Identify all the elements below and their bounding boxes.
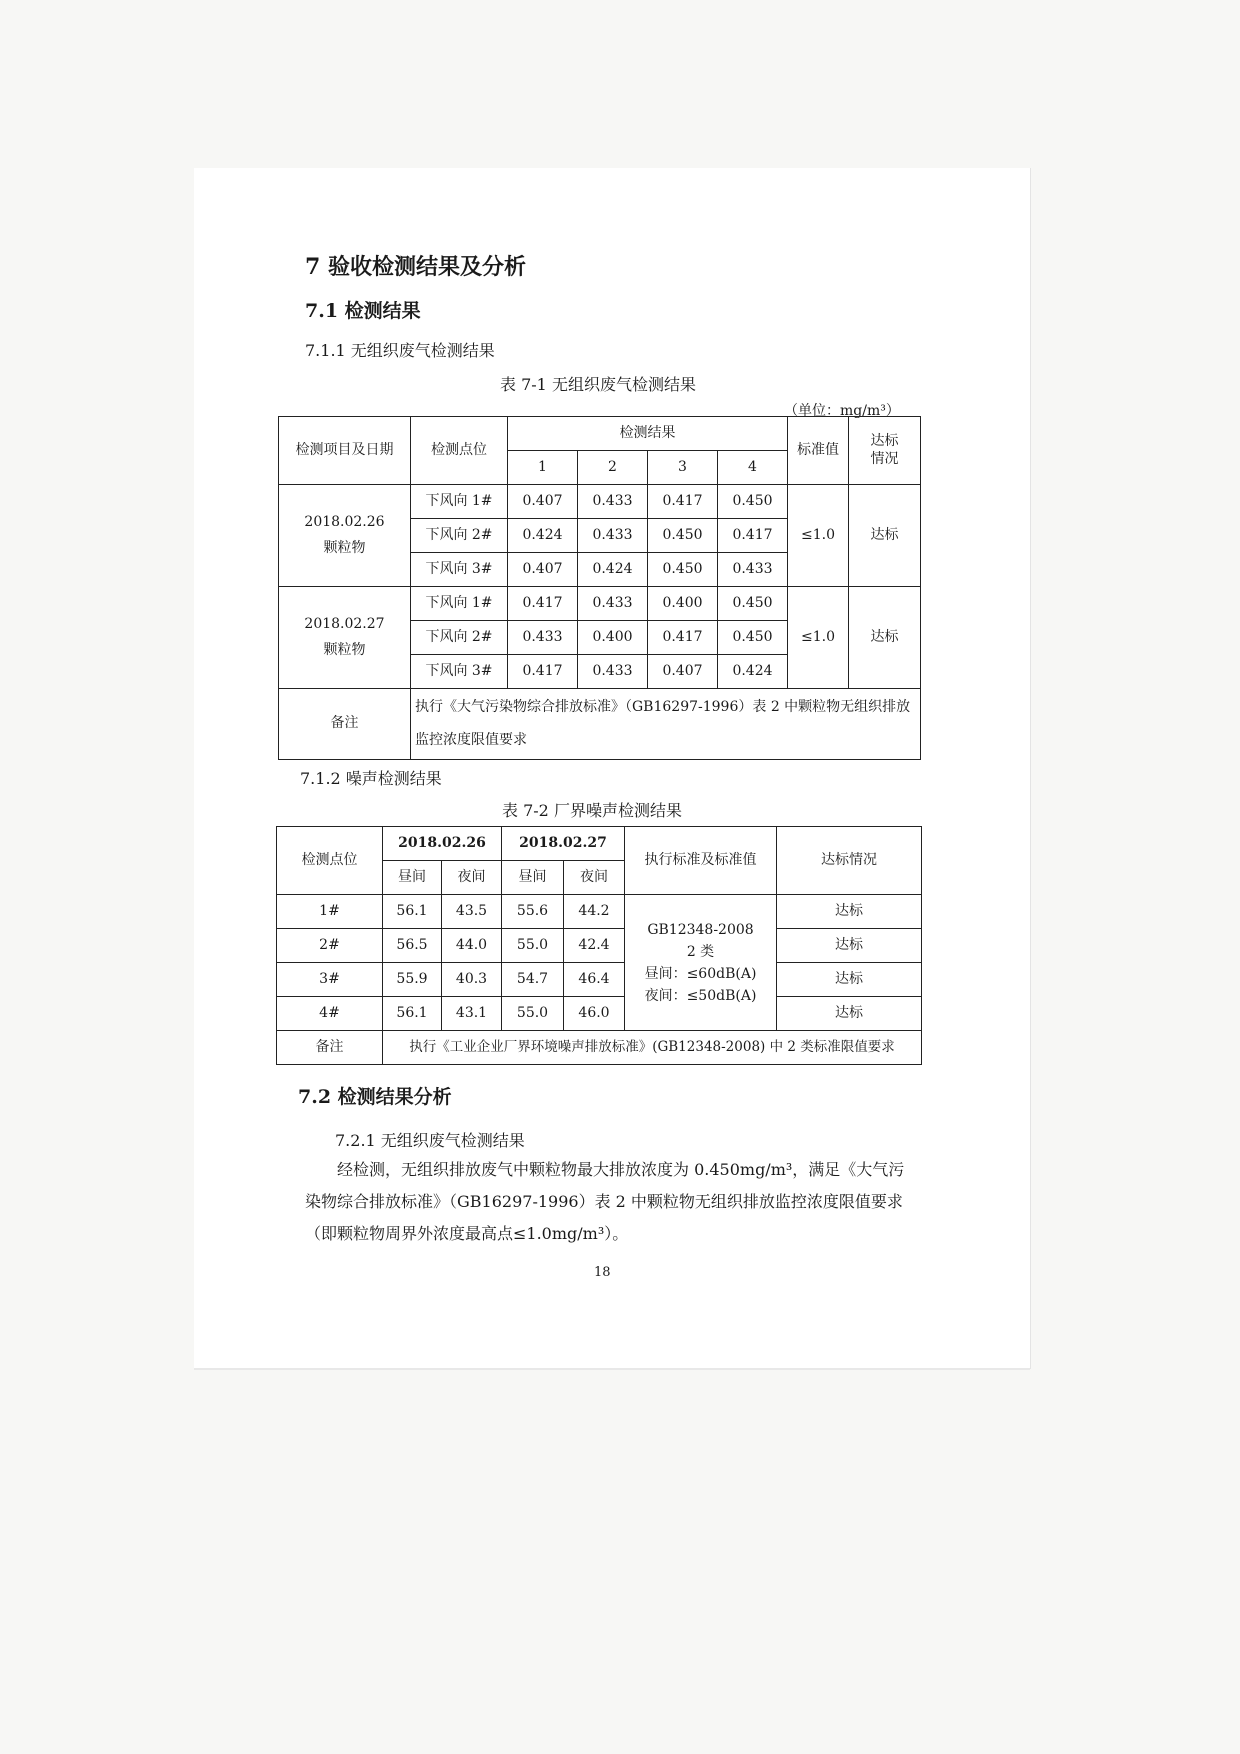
table1-remark: 执行《大气污染物综合排放标准》（GB16297-1996）表 2 中颗粒物无组织排放监控浓度限值要求 [411,689,921,760]
table2-remark: 执行《工业企业厂界环境噪声排放标准》(GB12348-2008) 中 2 类标准限值要求 [383,1031,922,1065]
table2-standard-line: GB12348-2008 [647,921,754,938]
table2-cell-compliance: 达标 [777,997,922,1031]
table1-header-compliance-line2: 情况 [870,450,899,467]
table1-header-compliance [849,417,921,485]
table1-group2-date: 2018.02.27 [304,616,385,632]
table2-header-night: 夜间 [442,861,502,895]
chapter-title: 7 验收检测结果及分析 [305,254,526,280]
table2-cell-value: 44.0 [442,929,502,963]
table1-cell-value: 0.433 [508,621,578,655]
section-title-7-1: 7.1 检测结果 [305,300,421,322]
table1-cell-value: 0.450 [648,553,718,587]
table1-cell-value: 0.450 [648,519,718,553]
table1-cell-point: 下风向 1# [411,485,508,519]
table2-cell-value: 43.5 [442,895,502,929]
table1-cell-point: 下风向 3# [411,655,508,689]
table1-cell-value: 0.450 [718,587,788,621]
table2-header-point: 检测点位 [277,827,383,895]
table1-cell-value: 0.433 [578,655,648,689]
table1-header-r3: 3 [648,451,718,485]
table1-group1-label [279,485,411,587]
table1-cell-value: 0.400 [648,587,718,621]
table1-cell-point: 下风向 3# [411,553,508,587]
table2-cell-compliance: 达标 [777,929,922,963]
table2-cell-value: 54.7 [502,963,564,997]
table1-group1-item: 颗粒物 [323,539,366,556]
table1-cell-value: 0.417 [718,519,788,553]
table2-cell-compliance: 达标 [777,963,922,997]
table2-cell-value: 56.1 [383,997,442,1031]
table2-header-date1: 2018.02.26 [383,827,502,861]
table2-standard-cell [625,895,777,1031]
table2-cell-value: 55.6 [502,895,564,929]
table1-cell-value: 0.450 [718,621,788,655]
page-number: 18 [594,1265,611,1280]
table-row [277,963,922,997]
table1-cell-value: 0.407 [508,485,578,519]
table2-cell-value: 55.0 [502,929,564,963]
table2-cell-value: 56.1 [383,895,442,929]
table1-group1-standard: ≤1.0 [788,485,849,587]
table-row [279,689,921,760]
table1-cell-value: 0.400 [578,621,648,655]
table1-header-compliance-line1: 达标 [870,433,899,449]
table1-header-r4: 4 [718,451,788,485]
table2-cell-value: 46.4 [564,963,625,997]
table2-caption: 表 7-2 厂界噪声检测结果 [502,801,682,820]
table1-group2-standard: ≤1.0 [788,587,849,689]
table2-noise [276,826,922,1065]
table2-standard-line: 夜间：≤50dB(A) [644,987,757,1004]
table2-cell-point: 1# [277,895,383,929]
table1-group1-compliance: 达标 [849,485,921,587]
table1-cell-value: 0.424 [508,519,578,553]
table1-cell-value: 0.433 [718,553,788,587]
table1-unit: （单位：mg/m³） [784,403,900,419]
table2-cell-value: 42.4 [564,929,625,963]
table-row [279,485,921,519]
table-row [277,895,922,929]
table1-cell-value: 0.417 [648,485,718,519]
table2-standard-line: 昼间：≤60dB(A) [644,965,757,982]
table2-header-standard: 执行标准及标准值 [625,827,777,895]
table2-cell-point: 4# [277,997,383,1031]
table1-cell-value: 0.407 [648,655,718,689]
table2-header-day: 昼间 [383,861,442,895]
table2-standard-line: 2 类 [686,943,715,960]
table1-cell-value: 0.417 [508,587,578,621]
table1-cell-value: 0.407 [508,553,578,587]
table2-cell-value: 46.0 [564,997,625,1031]
table1-header-point: 检测点位 [411,417,508,485]
table2-cell-point: 2# [277,929,383,963]
table1-cell-point: 下风向 2# [411,519,508,553]
table1-cell-value: 0.417 [508,655,578,689]
table1-group2-compliance: 达标 [849,587,921,689]
table2-cell-point: 3# [277,963,383,997]
table1-header-item-date: 检测项目及日期 [279,417,411,485]
table2-cell-value: 55.0 [502,997,564,1031]
table1-header-results: 检测结果 [508,417,788,451]
subsection-title-7-1-2: 7.1.2 噪声检测结果 [300,769,442,788]
table2-remark-label: 备注 [277,1031,383,1065]
subsection-title-7-2-1: 7.2.1 无组织废气检测结果 [335,1131,525,1150]
table1-cell-value: 0.424 [718,655,788,689]
table1-cell-point: 下风向 1# [411,587,508,621]
table1-group2-label [279,587,411,689]
table1-header-r2: 2 [578,451,648,485]
table-row [277,1031,922,1065]
page-bottom-edge [194,1368,1030,1370]
table1-caption: 表 7-1 无组织废气检测结果 [500,375,696,394]
table-row [277,997,922,1031]
table1-remark-label: 备注 [279,689,411,760]
table2-header-compliance: 达标情况 [777,827,922,895]
table2-cell-value: 44.2 [564,895,625,929]
table2-header-night: 夜间 [564,861,625,895]
section-title-7-2: 7.2 检测结果分析 [298,1086,452,1108]
table2-header-day: 昼间 [502,861,564,895]
table2-cell-compliance: 达标 [777,895,922,929]
table1-group2-item: 颗粒物 [323,641,366,658]
table1-group1-date: 2018.02.26 [304,514,385,530]
table-row [279,587,921,621]
table1-cell-value: 0.433 [578,587,648,621]
table1-particulate [278,416,921,760]
table1-cell-point: 下风向 2# [411,621,508,655]
table1-cell-value: 0.450 [718,485,788,519]
analysis-paragraph: 经检测，无组织排放废气中颗粒物最大排放浓度为 0.450mg/m³，满足《大气污染物综合排放标准》（GB16297-1996）表 2 中颗粒物无组织排放监控浓度限值要求（即颗粒物周界外浓度最高点≤1.0mg/m³）。 [305,1160,905,1243]
table2-header-date2: 2018.02.27 [502,827,625,861]
subsection-title-7-1-1: 7.1.1 无组织废气检测结果 [305,341,495,360]
table-row [277,929,922,963]
table2-cell-value: 40.3 [442,963,502,997]
table1-cell-value: 0.424 [578,553,648,587]
table1-header-r1: 1 [508,451,578,485]
table2-cell-value: 43.1 [442,997,502,1031]
table2-cell-value: 55.9 [383,963,442,997]
table1-cell-value: 0.433 [578,485,648,519]
table1-header-standard: 标准值 [788,417,849,485]
table2-cell-value: 56.5 [383,929,442,963]
table1-cell-value: 0.433 [578,519,648,553]
table1-cell-value: 0.417 [648,621,718,655]
